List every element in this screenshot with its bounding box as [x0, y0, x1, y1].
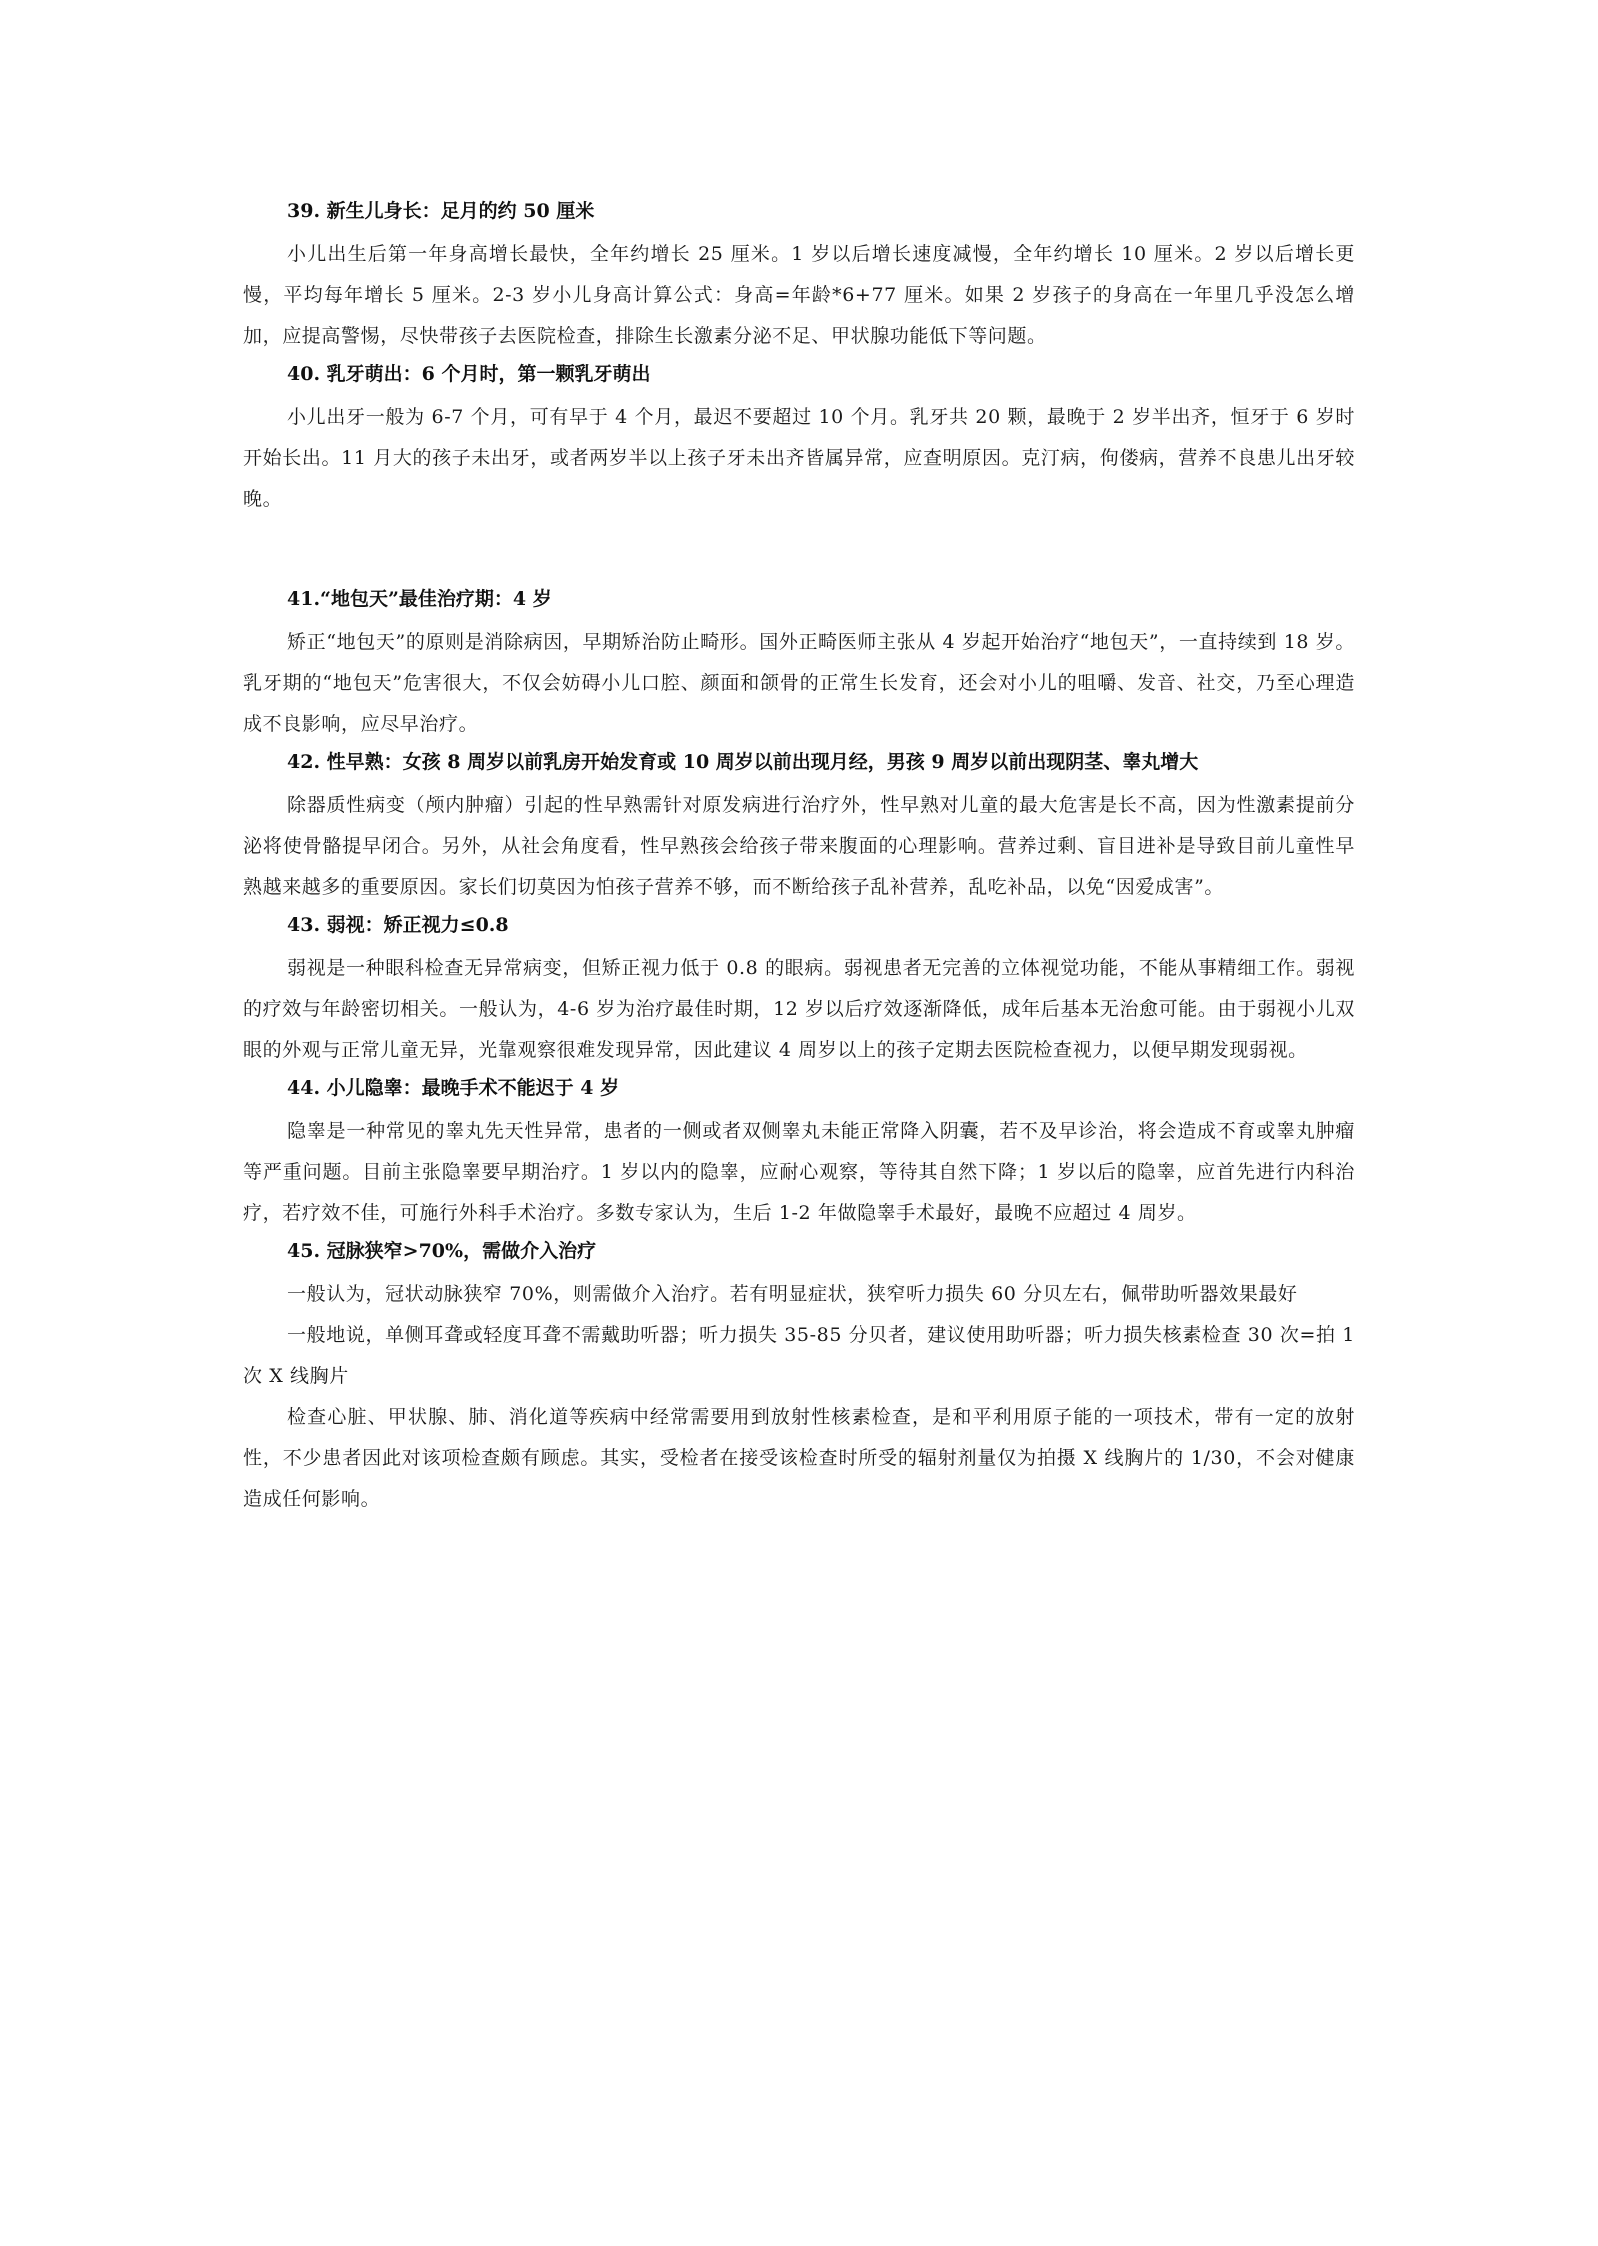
section-paragraph: 弱视是一种眼科检查无异常病变，但矫正视力低于 0.8 的眼病。弱视患者无完善的立体视觉功能，不能从事精细工作。弱视的疗效与年龄密切相关。一般认为，4-6 岁为治疗最佳时期，12 岁以后疗效逐渐降低，成年后基本无治愈可能。由于弱视小儿双眼的外观与正常儿童无异，光靠观察很难发现异常，因此建议 4 周岁以上的孩子定期去医院检查视力，以便早期发现弱视。 — [243, 957, 1355, 1061]
section-paragraph: 隐睾是一种常见的睾丸先天性异常，患者的一侧或者双侧睾丸未能正常降入阴囊，若不及早诊治，将会造成不育或睾丸肿瘤等严重问题。目前主张隐睾要早期治疗。1 岁以内的隐睾，应耐心观察，等待其自然下降；1 岁以后的隐睾，应首先进行内科治疗，若疗效不佳，可施行外科手术治疗。多数专家认为，生后 1-2 年做隐睾手术最好，最晚不应超过 4 周岁。 — [243, 1120, 1355, 1224]
section-paragraph: 小儿出牙一般为 6-7 个月，可有早于 4 个月，最迟不要超过 10 个月。乳牙共 20 颗，最晚于 2 岁半出齐，恒牙于 6 岁时开始长出。11 月大的孩子未出牙，或者两岁半以上孩子牙未出齐皆属异常，应查明原因。克汀病，佝偻病，营养不良患儿出牙较晚。 — [243, 406, 1355, 510]
section-paragraph: 一般地说，单侧耳聋或轻度耳聋不需戴助听器；听力损失 35-85 分贝者，建议使用助听器；听力损失核素检查 30 次=拍 1 次 X 线胸片 — [243, 1324, 1355, 1387]
section-43 — [243, 912, 1355, 1071]
section-paragraph: 除器质性病变（颅内肿瘤）引起的性早熟需针对原发病进行治疗外，性早熟对儿童的最大危害是长不高，因为性激素提前分泌将使骨骼提早闭合。另外，从社会角度看，性早熟孩会给孩子带来腹面的心理影响。营养过剩、盲目进补是导致目前儿童性早熟越来越多的重要原因。家长们切莫因为怕孩子营养不够，而不断给孩子乱补营养，乱吃补品，以免“因爱成害”。 — [243, 794, 1355, 898]
section-paragraph: 小儿出生后第一年身高增长最快，全年约增长 25 厘米。1 岁以后增长速度减慢，全年约增长 10 厘米。2 岁以后增长更慢，平均每年增长 5 厘米。2-3 岁小儿身高计算公式：身高=年龄*6+77 厘米。如果 2 岁孩子的身高在一年里几乎没怎么增加，应提高警惕，尽快带孩子去医院检查，排除生长激素分泌不足、甲状腺功能低下等问题。 — [243, 243, 1355, 347]
section-heading: 39. 新生儿身长：足月的约 50 厘米 — [287, 200, 595, 222]
section-paragraph: 检查心脏、甲状腺、肺、消化道等疾病中经常需要用到放射性核素检查，是和平利用原子能的一项技术，带有一定的放射性，不少患者因此对该项检查颇有顾虑。其实，受检者在接受该检查时所受的辐射剂量仅为拍摄 X 线胸片的 1/30，不会对健康造成任何影响。 — [243, 1406, 1355, 1510]
section-heading: 42. 性早熟：女孩 8 周岁以前乳房开始发育或 10 周岁以前出现月经，男孩 9 周岁以前出现阴茎、睾丸增大 — [287, 751, 1199, 773]
section-42 — [243, 749, 1355, 908]
section-heading: 40. 乳牙萌出：6 个月时，第一颗乳牙萌出 — [287, 363, 651, 385]
section-paragraph: 一般认为，冠状动脉狭窄 70%，则需做介入治疗。若有明显症状，狭窄听力损失 60 分贝左右，佩带助听器效果最好 — [287, 1283, 1298, 1305]
document-body — [243, 198, 1355, 1520]
section-heading: 43. 弱视：矫正视力≤0.8 — [287, 914, 509, 936]
section-paragraph: 矫正“地包天”的原则是消除病因，早期矫治防止畸形。国外正畸医师主张从 4 岁起开始治疗“地包天”，一直持续到 18 岁。乳牙期的“地包天”危害很大，不仅会妨碍小儿口腔、颜面和颌骨的正常生长发育，还会对小儿的咀嚼、发音、社交，乃至心理造成不良影响，应尽早治疗。 — [243, 631, 1355, 735]
section-heading: 45. 冠脉狭窄>70%，需做介入治疗 — [287, 1240, 597, 1262]
section-40 — [243, 361, 1355, 520]
section-41 — [243, 586, 1355, 745]
section-39 — [243, 198, 1355, 357]
section-heading: 44. 小儿隐睾：最晚手术不能迟于 4 岁 — [287, 1077, 620, 1099]
section-45 — [243, 1238, 1355, 1520]
section-heading: 41.“地包天”最佳治疗期：4 岁 — [287, 588, 552, 610]
section-44 — [243, 1075, 1355, 1234]
